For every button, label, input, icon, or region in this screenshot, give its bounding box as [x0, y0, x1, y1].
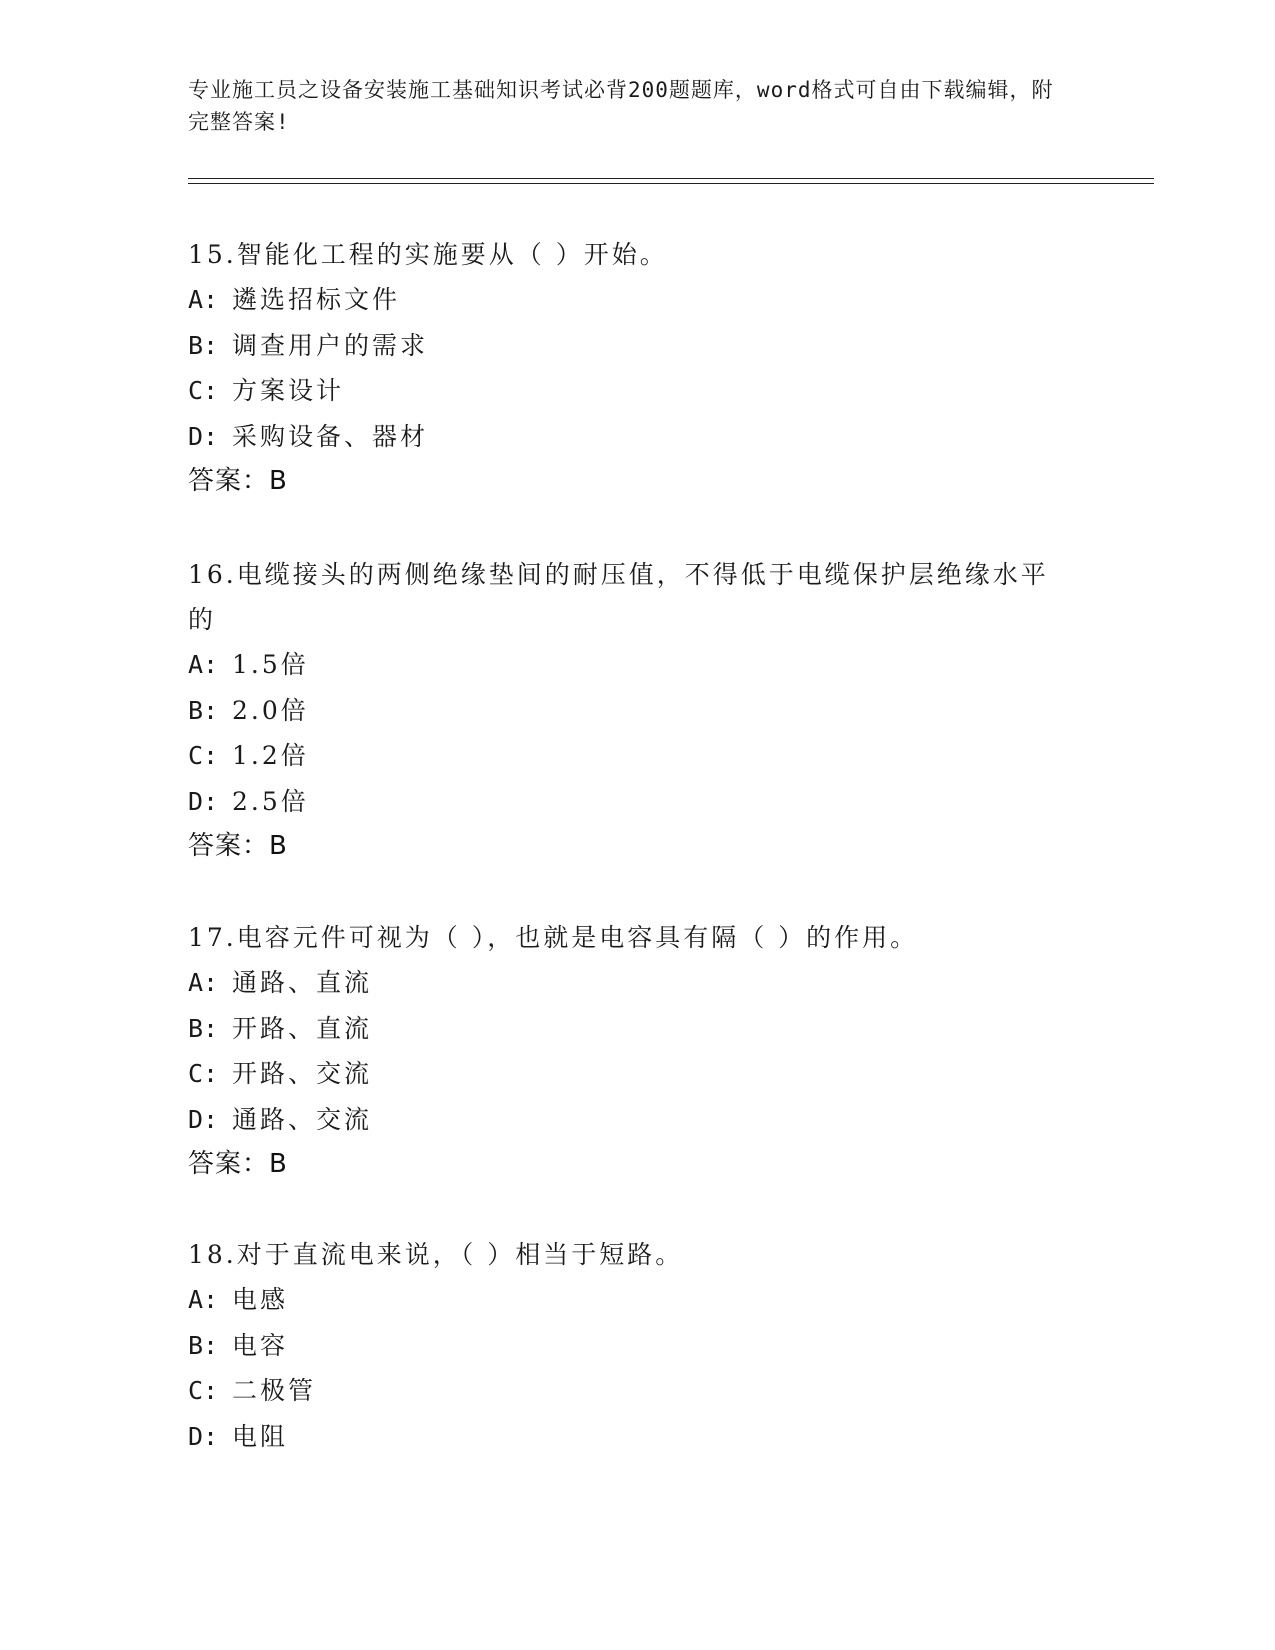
question-stem: 18.对于直流电来说，（ ）相当于短路。 [188, 1240, 684, 1269]
option-letter: C: [188, 1059, 219, 1088]
option-letter: B: [188, 1013, 219, 1043]
option-text: 2.0倍 [232, 695, 309, 725]
option-text: 遴选招标文件 [232, 285, 401, 314]
option-letter: D: [188, 1421, 219, 1451]
option-letter: C: [188, 376, 219, 405]
option-c [188, 1368, 1068, 1414]
option-letter: A: [188, 650, 219, 679]
option-d [188, 1414, 1068, 1460]
question-stem: 15.智能化工程的实施要从（ ）开始。 [188, 240, 668, 269]
option-a [188, 642, 1068, 688]
answer-label: 答案：B [188, 831, 288, 861]
option-text: 开路、交流 [232, 1059, 373, 1088]
option-letter: B: [188, 695, 219, 725]
answer-label: 答案：B [188, 1149, 288, 1179]
option-d [188, 779, 1068, 825]
option-letter: D: [188, 786, 219, 816]
option-text: 电阻 [232, 1421, 289, 1451]
option-letter: B: [188, 1330, 219, 1360]
option-text: 1.5倍 [232, 650, 309, 679]
option-d [188, 1097, 1068, 1143]
option-text: 通路、直流 [232, 968, 373, 997]
question-block [188, 552, 1068, 869]
option-c [188, 733, 1068, 779]
question-block [188, 915, 1068, 1187]
option-text: 1.2倍 [232, 741, 309, 770]
header-divider-top [188, 178, 1154, 179]
option-text: 调查用户的需求 [232, 330, 429, 360]
question-block [188, 232, 1068, 504]
option-a [188, 277, 1068, 323]
option-letter: C: [188, 741, 219, 770]
option-letter: B: [188, 330, 219, 360]
question-block [188, 1232, 1068, 1459]
option-b [188, 1006, 1068, 1052]
option-c [188, 1051, 1068, 1097]
answer-label: 答案：B [188, 466, 288, 496]
option-text: 二极管 [232, 1376, 317, 1405]
option-text: 电容 [232, 1330, 289, 1360]
option-b [188, 323, 1068, 369]
option-b [188, 688, 1068, 734]
question-stem: 17.电容元件可视为（ ），也就是电容具有隔（ ）的作用。 [188, 923, 919, 952]
option-b [188, 1323, 1068, 1369]
document-header: 专业施工员之设备安装施工基础知识考试必背200题题库，word格式可自由下载编辑，附完整答案! [188, 78, 1054, 134]
option-text: 开路、直流 [232, 1013, 373, 1043]
option-a [188, 960, 1068, 1006]
option-letter: A: [188, 285, 219, 314]
option-text: 电感 [232, 1285, 289, 1314]
option-a [188, 1277, 1068, 1323]
option-text: 通路、交流 [232, 1104, 373, 1134]
header-divider-bottom [188, 183, 1154, 184]
option-text: 2.5倍 [232, 786, 309, 816]
option-d [188, 414, 1068, 460]
option-letter: A: [188, 968, 219, 997]
option-letter: D: [188, 1104, 219, 1134]
option-letter: C: [188, 1376, 219, 1405]
option-letter: D: [188, 421, 219, 451]
option-c [188, 368, 1068, 414]
question-stem: 16.电缆接头的两侧绝缘垫间的耐压值，不得低于电缆保护层绝缘水平的 [188, 560, 1049, 634]
option-text: 采购设备、器材 [232, 421, 429, 451]
option-text: 方案设计 [232, 376, 345, 405]
option-letter: A: [188, 1285, 219, 1314]
